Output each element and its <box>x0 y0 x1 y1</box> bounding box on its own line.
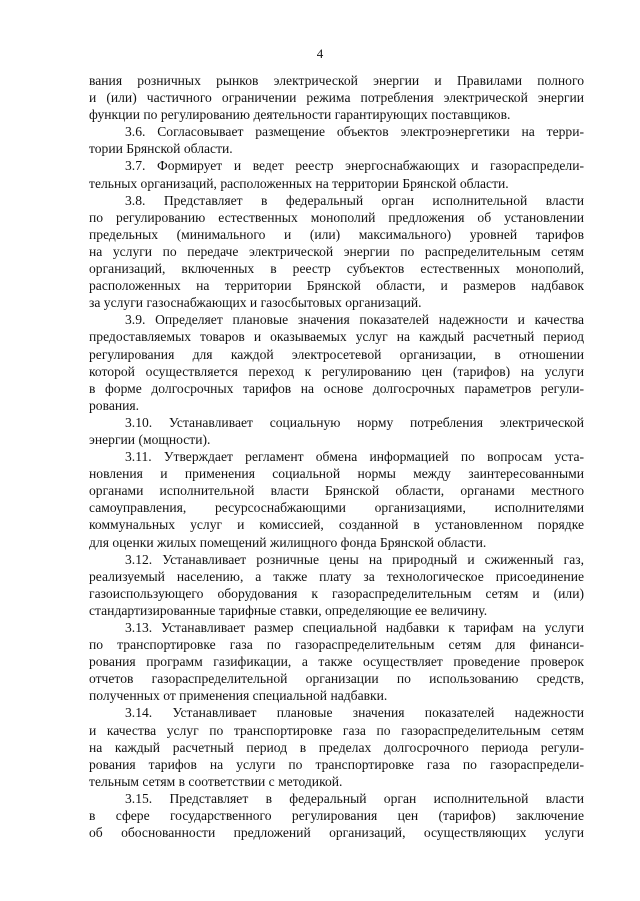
text-line: 3.12. Устанавливает розничные цены на природный и сжиженный газ, <box>125 551 584 567</box>
text-line: за услуги газоснабжающих и газосбытовых организаций. <box>89 295 422 311</box>
text-line: предельных (минимального и (или) максимального) уровней тарифов <box>89 226 584 242</box>
text-line: и (или) частичного ограничении режима потребления электрической энергии <box>89 90 584 106</box>
text-line: регулирования для каждой электросетевой организации, в отношении <box>89 346 584 362</box>
paragraph-3-7 <box>89 157 584 191</box>
paragraph-3-14 <box>89 704 584 789</box>
text-line: 3.8. Представляет в федеральный орган исполнительной власти <box>125 192 584 208</box>
text-line: рования программ газификации, а также осуществляет проведение проверок <box>89 654 584 670</box>
text-line: которой осуществляется переход к регулированию цен (тарифов) на услуги <box>89 363 584 379</box>
text-line: реализуемый населению, а также плату за технологическое присоединение <box>89 568 584 584</box>
paragraph-3-12 <box>89 551 584 619</box>
text-line: организаций, включенных в реестр субъектов естественных монополий, <box>89 261 584 277</box>
text-line: стандартизированные тарифные ставки, определяющие ее величину. <box>89 602 488 618</box>
text-line: 3.10. Устанавливает социальную норму потребления электрической <box>125 414 584 430</box>
text-line: отчетов газораспределительной организации по использованию средств, <box>89 671 584 687</box>
text-line: предоставляемых товаров и оказываемых услуг на каждый расчетный период <box>89 329 584 345</box>
text-line: полученных от применения специальной надбавки. <box>89 688 388 704</box>
text-line: тории Брянской области. <box>89 141 233 157</box>
paragraph-cont <box>89 72 584 123</box>
text-line: рования. <box>89 397 140 413</box>
paragraph-3-13 <box>89 619 584 704</box>
paragraph-3-10 <box>89 414 584 448</box>
text-line: 3.13. Устанавливает размер специальной надбавки к тарифам на услуги <box>125 620 584 635</box>
text-line: для оценки жилых помещений жилищного фонда Брянской области. <box>89 534 487 550</box>
text-line: 3.9. Определяет плановые значения показателей надежности и качества <box>125 312 584 328</box>
text-line: расположенных на территории Брянской области, и размеров надбавок <box>89 278 584 294</box>
document-body <box>89 72 584 841</box>
text-line: коммунальных услуг и комиссией, созданной в установленном порядке <box>89 517 584 533</box>
text-line: рования тарифов на услуги по транспортировке газа по газораспредели- <box>89 756 584 772</box>
text-line: газоиспользующего оборудования к газораспределительным сетям и (или) <box>89 585 584 601</box>
paragraph-3-8 <box>89 192 584 312</box>
text-line: по транспортировке газа по газораспределительным сетям для финанси- <box>89 637 584 653</box>
text-line: тельным сетям в соответствии с методикой. <box>89 773 343 789</box>
text-line: органами исполнительной власти Брянской области, органами местного <box>89 483 584 499</box>
text-line: в форме долгосрочных тарифов на основе долгосрочных параметров регули- <box>89 380 584 396</box>
text-line: в сфере государственного регулирования цен (тарифов) заключение <box>89 808 584 824</box>
text-line: 3.14. Устанавливает плановые значения показателей надежности <box>125 705 584 721</box>
text-line: 3.15. Представляет в федеральный орган исполнительной власти <box>125 790 584 806</box>
text-line: новления и применения социальной нормы между заинтересованными <box>89 466 584 482</box>
paragraph-3-9 <box>89 311 584 414</box>
text-line: об обоснованности предложений организаций, осуществляющих услуги <box>89 825 584 841</box>
text-line: энергии (мощности). <box>89 431 211 447</box>
text-line: на каждый расчетный период в пределах долгосрочного периода регули- <box>89 739 584 755</box>
paragraph-3-15 <box>89 790 584 841</box>
text-line: вания розничных рынков электрической энергии и Правилами полного <box>89 73 584 88</box>
paragraph-3-6 <box>89 123 584 157</box>
text-line: по регулированию естественных монополий предложения об установлении <box>89 209 584 225</box>
text-line: тельных организаций, расположенных на территории Брянской области. <box>89 175 509 191</box>
text-line: и качества услуг по транспортировке газа по газораспределительным сетям <box>89 722 584 738</box>
text-line: функции по регулированию деятельности гарантирующих поставщиков. <box>89 107 511 123</box>
text-line: на услуги по передаче электрической энергии по распределительным сетям <box>89 243 584 259</box>
text-line: 3.6. Согласовывает размещение объектов электроэнергетики на терри- <box>125 124 584 140</box>
text-line: 3.11. Утверждает регламент обмена информацией по вопросам уста- <box>125 449 584 465</box>
paragraph-3-11 <box>89 448 584 551</box>
text-line: самоуправления, ресурсоснабжающими организациями, исполнителями <box>89 500 584 516</box>
page-number: 4 <box>316 46 324 61</box>
text-line: 3.7. Формирует и ведет реестр энергоснабжающих и газораспредели- <box>125 158 584 174</box>
